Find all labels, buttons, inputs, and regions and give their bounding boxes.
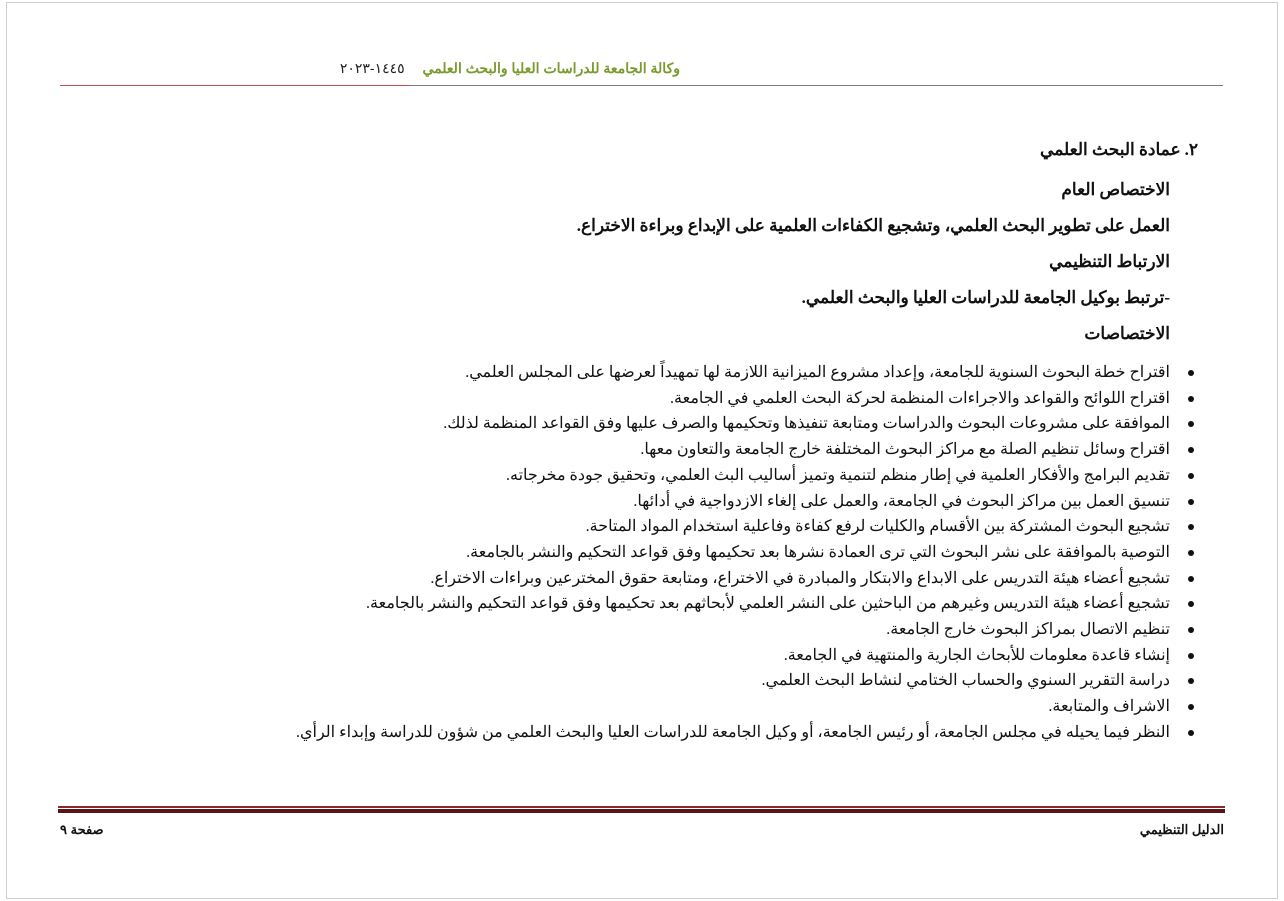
link-text: -ترتبط بوكيل الجامعة للدراسات العليا والبحث العلمي.	[801, 288, 1170, 307]
section-number: ٢.	[1184, 140, 1198, 159]
list-item: النظر فيما يحيله في مجلس الجامعة، أو رئيس الجامعة، أو وكيل الجامعة للدراسات العليا والبحث العلمي من شؤون للدراسة وإبداء الرأي.	[260, 720, 1198, 746]
section-title: عمادة البحث العلمي	[1040, 140, 1181, 159]
section-heading	[260, 140, 1198, 160]
list-item: تقديم البرامج والأفكار العلمية في إطار منظم لتنمية وتميز أساليب البث العلمي، وتحقيق جودة مخرجاته.	[260, 463, 1198, 489]
header-rule-gray	[410, 85, 1223, 86]
list-item: تشجيع أعضاء هيئة التدريس وغيرهم من الباحثين على النشر العلمي لأبحاثهم بعد تحكيمها وفق قواعد التحكيم والنشر بالجامعة.	[260, 591, 1198, 617]
list-item: اقتراح اللوائح والقواعد والاجراءات المنظمة لحركة البحث العلمي في الجامعة.	[260, 386, 1198, 412]
footer-doc-name: الدليل التنظيمي	[1139, 822, 1224, 837]
header-rule-red	[60, 85, 410, 86]
list-item: التوصية بالموافقة على نشر البحوث التي ترى العمادة نشرها بعد تحكيمها وفق قواعد التحكيم والنشر بالجامعة.	[260, 540, 1198, 566]
general-text: العمل على تطوير البحث العلمي، وتشجيع الكفاءات العلمية على الإبداع وبراءة الاختراع.	[576, 216, 1170, 235]
header-year: ١٤٤٥-٢٠٢٣	[339, 60, 405, 76]
general-label: الاختصاص العام	[1061, 180, 1170, 199]
footer-page-number: صفحة ٩	[60, 822, 104, 837]
duties-label: الاختصاصات	[1084, 324, 1170, 343]
page-header	[60, 60, 680, 77]
list-item: اقتراح خطة البحوث السنوية للجامعة، وإعداد مشروع الميزانية اللازمة لها تمهيداً لعرضها على المجلس العلمي.	[260, 360, 1198, 386]
section-content	[260, 140, 1198, 746]
footer-rule-thin	[58, 806, 1225, 808]
list-item: اقتراح وسائل تنظيم الصلة مع مراكز البحوث المختلفة خارج الجامعة والتعاون معها.	[260, 437, 1198, 463]
list-item: تنسيق العمل بين مراكز البحوث في الجامعة، والعمل على إلغاء الازدواجية في أدائها.	[260, 489, 1198, 515]
list-item: تشجيع أعضاء هيئة التدريس على الابداع والابتكار والمبادرة في الاختراع، ومتابعة حقوق المخترعين وبراءات الاختراع.	[260, 566, 1198, 592]
list-item: تنظيم الاتصال بمراكز البحوث خارج الجامعة.	[260, 617, 1198, 643]
duties-list	[260, 360, 1198, 746]
footer-rule-thick	[58, 809, 1225, 813]
list-item: دراسة التقرير السنوي والحساب الختامي لنشاط البحث العلمي.	[260, 668, 1198, 694]
list-item: إنشاء قاعدة معلومات للأبحاث الجارية والمنتهية في الجامعة.	[260, 643, 1198, 669]
list-item: الاشراف والمتابعة.	[260, 694, 1198, 720]
list-item: الموافقة على مشروعات البحوث والدراسات ومتابعة تنفيذها وتحكيمها والصرف عليها وفق القواعد المنظمة لذلك.	[260, 411, 1198, 437]
list-item: تشجيع البحوث المشتركة بين الأقسام والكليات لرفع كفاءة وفاعلية استخدام المواد المتاحة.	[260, 514, 1198, 540]
link-label: الارتباط التنظيمي	[1049, 252, 1170, 271]
header-title: وكالة الجامعة للدراسات العليا والبحث العلمي	[422, 60, 680, 76]
